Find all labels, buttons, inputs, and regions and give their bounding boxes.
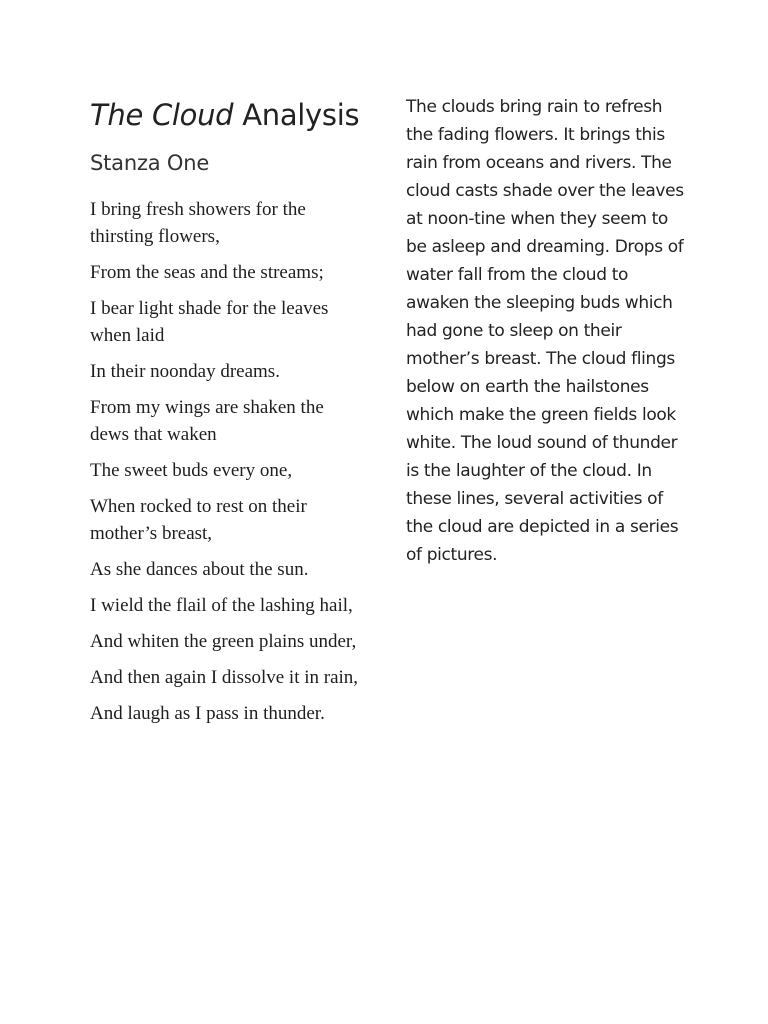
poem-line: I bring fresh showers for the thirsting flowers,: [90, 199, 306, 247]
title-suffix: Analysis: [233, 98, 360, 132]
poem-stanza: [90, 196, 365, 727]
analysis-paragraph: The clouds bring rain to refresh the fading flowers. It brings this rain from oceans and rivers. The cloud casts shade over the leaves at noon-tine when they seem to be asleep and dreaming. Drops of water fall from the cloud to awaken the sleeping buds which had gone to sleep on their mother’s breast. The cloud flings below on earth the hailstones which make the green fields look white. The loud sound of thunder is the laughter of the cloud. In these lines, several activities of the cloud are depicted in a series of pictures.: [406, 97, 684, 565]
poem-line: And then again I dissolve it in rain,: [90, 667, 359, 688]
poem-line: From my wings are shaken the dews that waken: [90, 397, 324, 445]
poem-line: In their noonday dreams.: [90, 361, 280, 382]
right-column: [406, 93, 686, 569]
title-poem-name: The Cloud: [90, 98, 234, 132]
poem-line: I wield the flail of the lashing hail,: [90, 595, 353, 616]
left-column: [90, 96, 365, 736]
poem-line: From the seas and the streams;: [90, 262, 324, 283]
poem-line: And whiten the green plains under,: [90, 631, 357, 652]
poem-line: The sweet buds every one,: [90, 460, 293, 481]
poem-line: And laugh as I pass in thunder.: [90, 703, 325, 724]
section-heading: Stanza One: [90, 151, 210, 175]
poem-line: When rocked to rest on their mother’s breast,: [90, 496, 307, 544]
poem-line: As she dances about the sun.: [90, 559, 309, 580]
page-title: [90, 96, 365, 134]
poem-line: I bear light shade for the leaves when laid: [90, 298, 329, 346]
